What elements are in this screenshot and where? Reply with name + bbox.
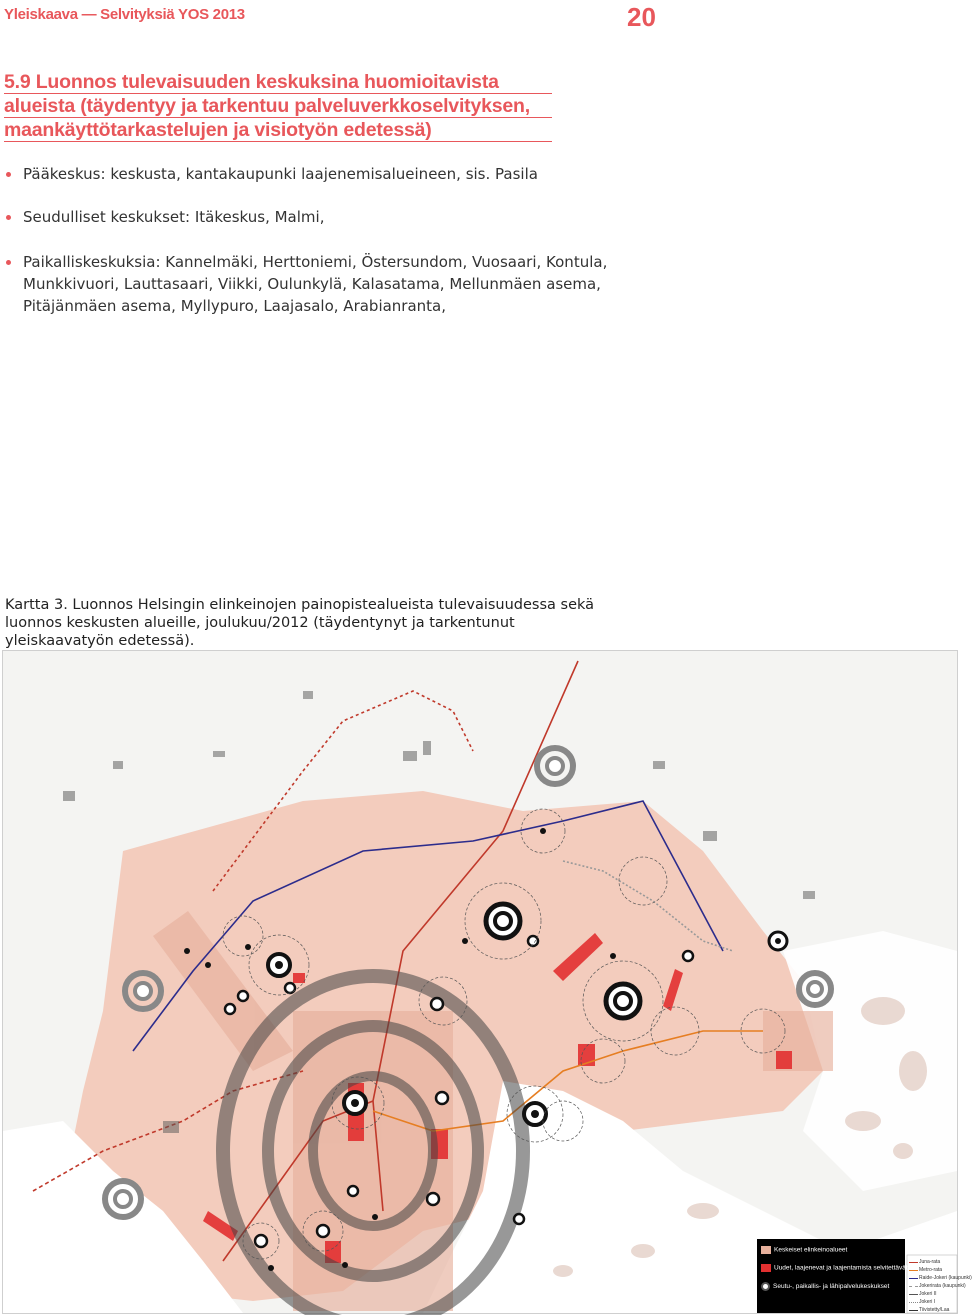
line-legend-label: Raide-Jokeri (kaupunki)	[919, 1275, 972, 1281]
legend-swatch-icon	[761, 1246, 771, 1254]
bullet-dot-icon	[6, 172, 11, 177]
legend-label: Uudet, laajenevat ja laajentamista selvitettävät alueet	[774, 1264, 928, 1272]
bullet-dot-icon	[6, 215, 11, 220]
legend-label: Seutu-, paikallis- ja lähipalvelukeskukset	[773, 1283, 890, 1291]
legend-line-icon	[909, 1294, 918, 1295]
legend-line-icon	[909, 1302, 918, 1303]
line-legend-label: Juna-rata	[919, 1259, 941, 1265]
line-legend-label: Jokerirata (kaupunki)	[919, 1283, 966, 1289]
map-image	[2, 650, 972, 1314]
legend-ring-icon	[761, 1282, 770, 1291]
section-title	[4, 70, 564, 142]
legend-item	[761, 1282, 889, 1291]
bullet-text: Paikalliskeskuksia: Kannelmäki, Herttoniemi, Östersundom, Vuosaari, Kontula, Munkkivuori, Lauttasaari, Viikki, Oulunkylä, Kalasatama, Mellunmäen asema, Pitäjänmäen asema, Myllypuro, Laajasalo, Arabianranta,	[23, 253, 608, 315]
legend-swatch-icon	[761, 1264, 771, 1272]
legend-line-icon	[909, 1310, 918, 1311]
bullet-item	[6, 251, 616, 317]
running-header: Yleiskaava — Selvityksiä YOS 2013	[4, 6, 245, 23]
legend-line-icon	[909, 1286, 918, 1287]
bullet-dot-icon	[6, 260, 11, 265]
line-legend-label: Metro-rata	[919, 1267, 943, 1273]
map-svg	[3, 651, 957, 1313]
legend-label: Keskeiset elinkeinoalueet	[774, 1246, 848, 1254]
legend-line-icon	[909, 1262, 918, 1263]
section-title-line-2: alueista (täydentyy ja tarkentuu palveluverkkoselvityksen,	[4, 94, 552, 118]
line-legend-label: Jokeri I	[919, 1299, 936, 1305]
legend-line-icon	[909, 1270, 918, 1271]
line-legend-label: Jokeri II	[919, 1291, 937, 1297]
map-caption: Kartta 3. Luonnos Helsingin elinkeinojen painopistealueista tulevaisuudessa sekä luonnos keskusten alueille, joulukuu/2012 (täydentynyt ja tarkentunut yleiskaavatyön edetessä).	[5, 597, 595, 649]
section-title-line-3: maankäyttötarkastelujen ja visiotyön edetessä)	[4, 118, 552, 142]
legend-item	[761, 1246, 847, 1254]
section-title-line-1: 5.9 Luonnos tulevaisuuden keskuksina huomioitavista	[4, 70, 552, 94]
line-legend-label: Tiivistetty/Laa	[919, 1307, 950, 1313]
page-number: 20	[627, 2, 656, 32]
bullet-item	[6, 206, 616, 228]
legend-line-icon	[909, 1278, 918, 1279]
legend-item	[761, 1264, 927, 1272]
bullet-text: Pääkeskus: keskusta, kantakaupunki laajenemisalueineen, sis. Pasila	[23, 165, 538, 183]
bullet-text: Seudulliset keskukset: Itäkeskus, Malmi,	[23, 208, 325, 226]
bullet-item	[6, 163, 616, 185]
